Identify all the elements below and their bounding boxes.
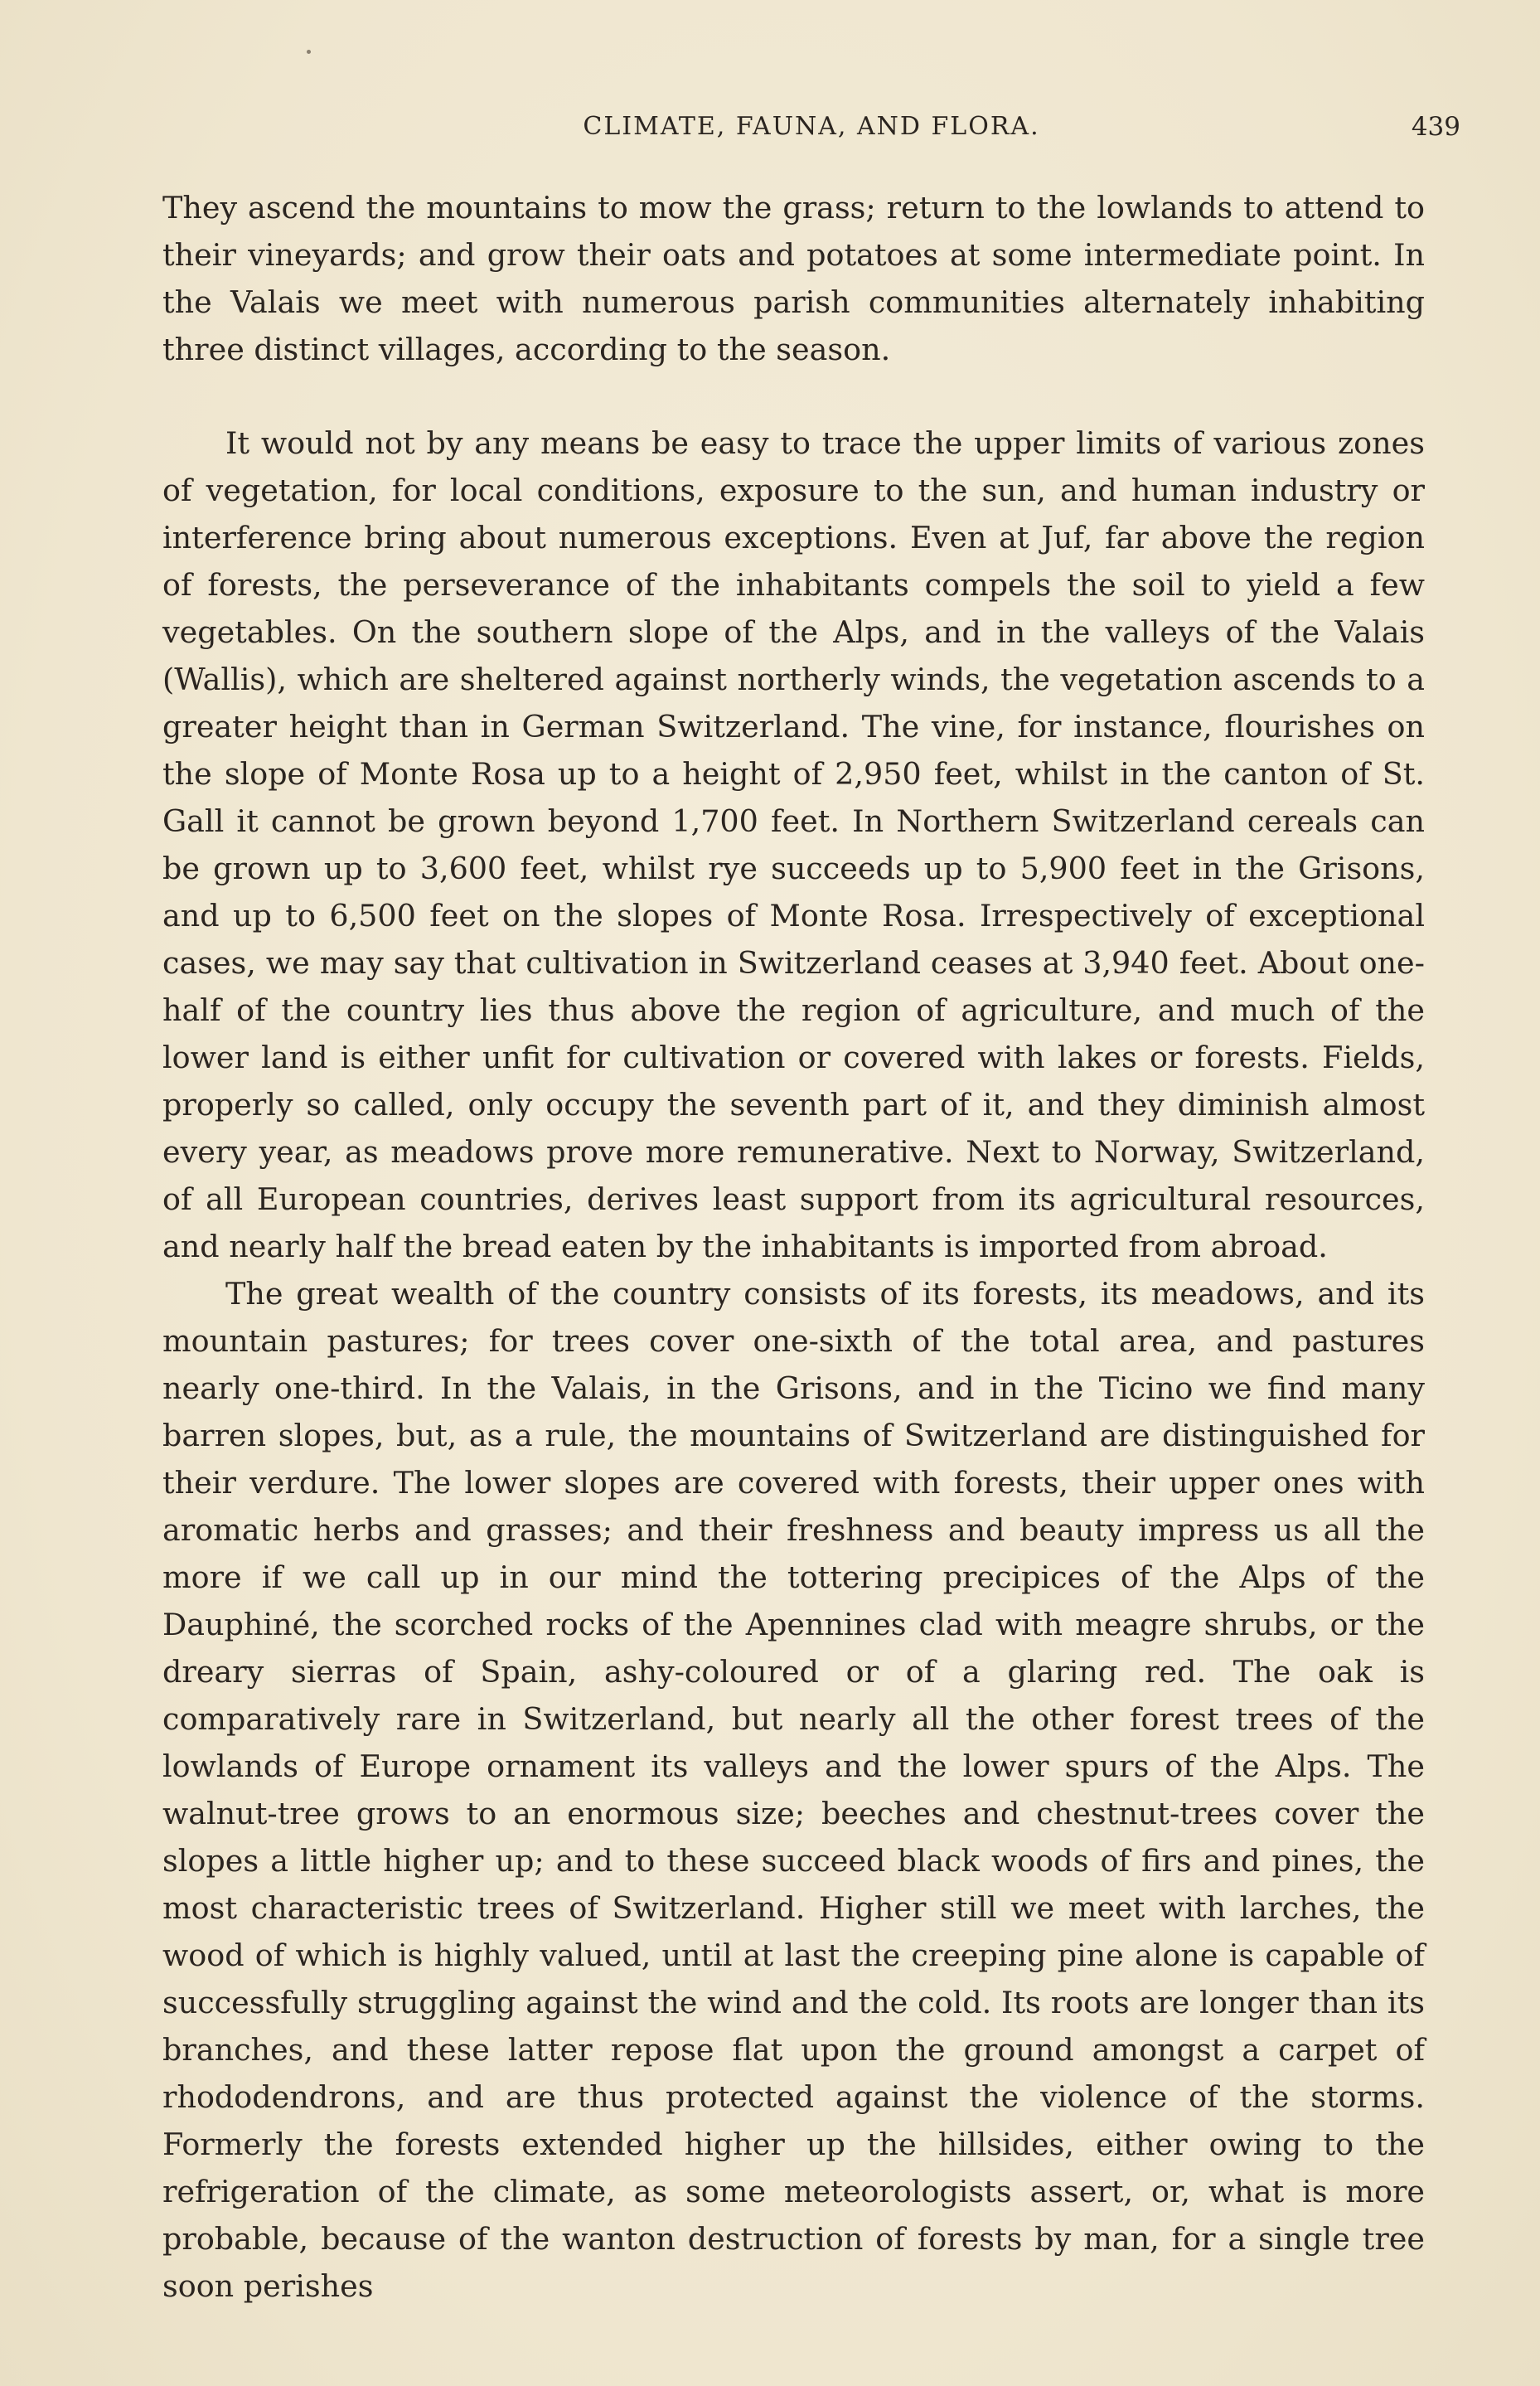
paragraph-vegetation-zones: It would not by any means be easy to trace the upper limits of various zones of vegetation, for local conditions, exposure to the sun, and human industry or interference bring about numerous exceptions. Even at Juf, far above the region of forests, the perseverance of the inhabitants compels the soil to yield a few vegetables. On the southern slope of the Alps, and in the valleys of the Valais (Wallis), which are sheltered against northerly winds, the vegetation ascends to a greater height than in German Switzerland. The vine, for instance, flourishes on the slope of Monte Rosa up to a height of 2,950 feet, whilst in the canton of St. Gall it cannot be grown beyond 1,700 feet. In Northern Switzerland cereals can be grown up to 3,600 feet, whilst rye succeeds up to 5,900 feet in the Grisons, and up to 6,500 feet on the slopes of Monte Rosa. Irrespectively of exceptional cases, we may say that cultivation in Switzerland ceases at 3,940 feet. About one-half of the country lies thus above the region of agriculture, and much of the lower land is either unfit for cultivation or covered with lakes or forests. Fields, properly so called, only occupy the seventh part of it, and they diminish almost every year, as meadows prove more remunerative. Next to Norway, Switzerland, of all European countries, derives least support from its agricultural resources, and nearly half the bread eaten by the inhabitants is imported from abroad. xyxy=(162,425,1425,1264)
ink-speck xyxy=(307,50,311,54)
paragraph-continuation: They ascend the mountains to mow the grass; return to the lowlands to attend to their vineyards; and grow their oats and potatoes at some intermediate point. In the Valais we meet with numerous parish communities alternately inhabiting three distinct villages, according to the season. xyxy=(162,190,1425,367)
body-text xyxy=(162,184,1425,2310)
page-number: 439 xyxy=(1411,112,1460,142)
running-head xyxy=(162,106,1460,148)
paragraph-gap xyxy=(162,373,1425,419)
paragraph-forests-pastures: The great wealth of the country consists of its forests, its meadows, and its mountain pastures; for trees cover one-sixth of the total area, and pastures nearly one-third. In the Valais, in the Grisons, and in the Ticino we find many barren slopes, but, as a rule, the mountains of Switzerland are distinguished for their verdure. The lower slopes are covered with forests, their upper ones with aromatic herbs and grasses; and their freshness and beauty impress us all the more if we call up in our mind the tottering precipices of the Alps of the Dauphiné, the scorched rocks of the Apennines clad with meagre shrubs, or the dreary sierras of Spain, ashy-coloured or of a glaring red. The oak is comparatively rare in Switzerland, but nearly all the other forest trees of the lowlands of Europe ornament its valleys and the lower spurs of the Alps. The walnut-tree grows to an enormous size; beeches and chestnut-trees cover the slopes a little higher up; and to these succeed black woods of firs and pines, the most characteristic trees of Switzerland. Higher still we meet with larches, the wood of which is highly valued, until at last the creeping pine alone is capable of successfully struggling against the wind and the cold. Its roots are longer than its branches, and these latter repose flat upon the ground amongst a carpet of rhododendrons, and are thus protected against the violence of the storms. Formerly the forests extended higher up the hillsides, either owing to the refrigeration of the climate, as some meteorologists assert, or, what is more probable, because of the wanton destruction of forests by man, for a single tree soon perishes xyxy=(162,1276,1425,2304)
running-title: CLIMATE, FAUNA, AND FLORA. xyxy=(583,112,1040,141)
